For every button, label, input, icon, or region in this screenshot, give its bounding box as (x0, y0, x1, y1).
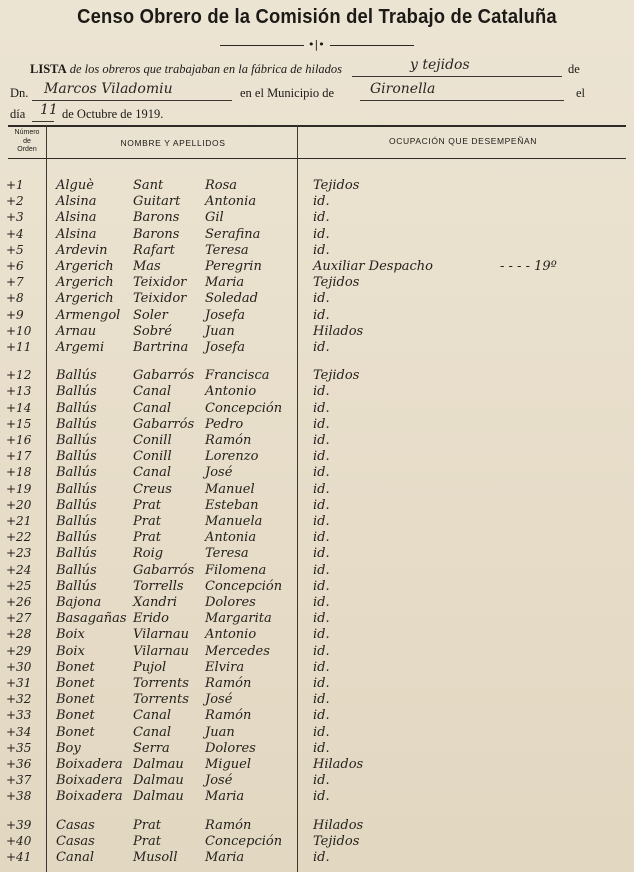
occupation: id. (313, 210, 330, 226)
first-surname: Bajona (56, 595, 102, 610)
order-number: +11 (6, 340, 32, 354)
order-number: +7 (6, 275, 24, 290)
order-number: +27 (6, 611, 32, 626)
second-surname: Canal (133, 465, 171, 481)
occupation: id. (313, 400, 330, 416)
occupation: Tejidos (313, 833, 360, 849)
first-surname: Bonet (56, 724, 95, 740)
occupation: id. (313, 340, 330, 355)
ornament-line-right (330, 45, 414, 46)
first-surname: Ballús (56, 400, 97, 416)
num-column-header (10, 129, 44, 155)
given-name: Soledad (205, 291, 258, 307)
date-text: de Octubre de 1919. (62, 107, 164, 121)
occupation-column-header: OCUPACIÓN QUE DESEMPEÑAN (389, 136, 537, 146)
occupation: Hilados (313, 323, 364, 339)
given-name: Juan (205, 724, 235, 740)
occupation: id. (313, 384, 330, 400)
second-surname: Mas (133, 259, 161, 274)
first-surname: Ballús (56, 546, 97, 562)
second-surname: Pujol (133, 659, 167, 675)
first-surname: Ballús (56, 449, 97, 465)
order-number: +13 (6, 384, 32, 399)
first-surname: Argerich (56, 275, 114, 291)
num-header-line-2: de (23, 137, 31, 145)
first-surname: Ballús (56, 562, 97, 578)
first-surname: Boix (56, 643, 85, 659)
second-surname: Prat (133, 497, 161, 513)
first-surname: Ballús (56, 481, 97, 497)
occupation: id. (313, 676, 330, 691)
first-surname: Boixadera (56, 773, 123, 789)
order-number: +22 (6, 530, 32, 545)
order-number: +28 (6, 627, 32, 642)
order-number: +38 (6, 789, 32, 804)
order-number: +35 (6, 740, 32, 755)
occupation: id. (313, 497, 330, 513)
second-surname: Canal (133, 400, 171, 416)
occupation: id. (313, 659, 330, 675)
second-surname: Conill (133, 433, 172, 448)
lista-label: LISTA (30, 62, 67, 76)
header-bottom-rule (8, 158, 626, 159)
dia-handwritten: 11 (40, 102, 58, 118)
order-number: +32 (6, 692, 32, 707)
first-surname: Bonet (56, 659, 95, 675)
second-surname: Bartrina (133, 340, 189, 355)
owner-handwritten: Marcos Viladomiu (44, 81, 173, 97)
first-surname: Ballús (56, 578, 97, 594)
municipio-text: en el Municipio de (240, 86, 335, 100)
occupation: id. (313, 242, 330, 258)
occupation: id. (313, 530, 330, 546)
second-surname: Prat (133, 530, 161, 546)
first-surname: Boix (56, 627, 85, 643)
occupation: id. (313, 449, 330, 465)
num-header-line-1: Número (14, 129, 40, 136)
occupation: Tejidos (313, 178, 360, 193)
second-surname: Serra (133, 740, 170, 756)
given-name: Josefa (205, 340, 245, 355)
page-title: Censo Obrero de la Comisión del Trabajo de Cataluña (77, 6, 557, 28)
order-number: +19 (6, 481, 32, 496)
order-number: +17 (6, 449, 32, 464)
occupation: id. (313, 291, 330, 307)
occupation: id. (313, 708, 330, 724)
occupation: id. (313, 627, 330, 643)
second-surname: Gabarrós (133, 416, 195, 432)
first-surname: Armengol (56, 307, 121, 323)
occupation: id. (313, 194, 330, 210)
lista-text: de los obreros que trabajaban en la fábrica de hilados (69, 62, 343, 76)
order-number: +34 (6, 724, 32, 739)
second-surname: Dalmau (133, 789, 184, 805)
occupation-note: - - - - 19º (500, 259, 557, 274)
given-name: José (205, 465, 233, 481)
occupation: Hilados (313, 817, 364, 833)
given-name: Antonia (205, 530, 257, 546)
first-surname: Basagañas (56, 611, 127, 627)
first-surname: Boy (56, 740, 81, 756)
second-surname: Xandri (133, 595, 178, 610)
second-surname: Gabarrós (133, 368, 195, 384)
second-surname: Torrents (133, 692, 189, 708)
first-surname: Ballús (56, 514, 97, 529)
order-number: +37 (6, 773, 32, 788)
second-surname: Canal (133, 724, 171, 740)
first-surname: Ballús (56, 368, 97, 384)
occupation: id. (313, 773, 330, 789)
given-name: Lorenzo (205, 449, 259, 465)
second-surname: Sant (133, 178, 164, 193)
owner-prefix: Dn. (10, 86, 29, 100)
second-surname: Torrells (133, 578, 184, 594)
second-surname: Prat (133, 514, 161, 529)
given-name: Teresa (205, 242, 249, 258)
given-name: Mercedes (205, 643, 270, 659)
order-number: +12 (6, 368, 32, 383)
given-name: Peregrin (205, 259, 262, 274)
de-label-1: de (568, 62, 580, 76)
order-number: +8 (6, 291, 24, 306)
second-surname: Soler (133, 307, 168, 323)
order-number: +29 (6, 643, 32, 658)
first-surname: Ballús (56, 530, 97, 546)
second-surname: Creus (133, 481, 172, 497)
ornament-line-left (220, 45, 304, 46)
order-number: +2 (6, 194, 24, 209)
ornament-center: •|• (308, 38, 325, 51)
second-surname: Musoll (133, 850, 178, 865)
order-number: +5 (6, 242, 24, 257)
table-row (0, 340, 634, 358)
first-surname: Casas (56, 833, 95, 849)
owner-underline (32, 100, 232, 101)
order-number: +23 (6, 546, 32, 561)
first-surname: Boixadera (56, 789, 123, 805)
given-name: Ramón (205, 676, 252, 691)
order-number: +3 (6, 210, 24, 225)
dia-label: día (10, 107, 26, 121)
second-surname: Torrents (133, 676, 189, 691)
second-surname: Vilarnau (133, 627, 189, 643)
first-surname: Ballús (56, 384, 97, 400)
order-number: +9 (6, 307, 24, 322)
given-name: Antonio (205, 627, 257, 643)
second-surname: Canal (133, 384, 171, 400)
second-surname: Dalmau (133, 773, 184, 789)
order-number: +33 (6, 708, 32, 723)
first-surname: Bonet (56, 676, 95, 691)
given-name: Francisca (205, 368, 270, 384)
occupation: Tejidos (313, 275, 360, 291)
order-number: +18 (6, 465, 32, 480)
first-surname: Bonet (56, 692, 95, 708)
given-name: Maria (205, 850, 245, 865)
second-surname: Prat (133, 817, 161, 833)
order-number: +26 (6, 595, 32, 609)
given-name: Maria (205, 789, 245, 805)
given-name: Concepción (205, 578, 283, 594)
occupation: id. (313, 514, 330, 529)
second-surname: Rafart (133, 242, 175, 258)
order-number: +21 (6, 514, 32, 528)
order-number: +1 (6, 178, 24, 192)
occupation: Hilados (313, 757, 364, 772)
occupation: id. (313, 740, 330, 756)
second-surname: Roig (133, 546, 164, 562)
order-number: +16 (6, 433, 32, 447)
first-surname: Boixadera (56, 757, 123, 772)
municipio-handwritten: Gironella (370, 81, 436, 97)
first-surname: Ballús (56, 497, 97, 513)
first-surname: Ballús (56, 465, 97, 481)
first-surname: Alsina (56, 226, 97, 242)
given-name: Manuel (205, 481, 255, 497)
first-surname: Argerich (56, 291, 114, 307)
fabric-type-handwritten: y tejidos (410, 57, 470, 73)
fabric-underline (352, 76, 562, 77)
title-ornament (220, 38, 414, 51)
table-row (0, 850, 634, 868)
occupation: id. (313, 578, 330, 594)
occupation: id. (313, 465, 330, 481)
second-surname: Vilarnau (133, 643, 189, 659)
table-row (0, 789, 634, 807)
given-name: Concepción (205, 833, 283, 849)
given-name: Esteban (205, 497, 259, 513)
second-surname: Barons (133, 210, 180, 226)
occupation: id. (313, 481, 330, 497)
first-surname: Argemi (56, 340, 105, 355)
first-surname: Canal (56, 850, 94, 865)
occupation: id. (313, 850, 330, 865)
first-surname: Alguè (56, 178, 94, 193)
given-name: José (205, 773, 233, 789)
given-name: Ramón (205, 433, 252, 448)
given-name: Antonia (205, 194, 257, 210)
occupation: id. (313, 611, 330, 627)
occupation: id. (313, 433, 330, 448)
occupation: id. (313, 595, 330, 610)
occupation: Auxiliar Despacho (313, 259, 434, 274)
given-name: Teresa (205, 546, 249, 562)
given-name: Pedro (205, 416, 244, 432)
order-number: +10 (6, 323, 32, 338)
given-name: Margarita (205, 611, 272, 627)
order-number: +4 (6, 226, 24, 241)
order-number: +40 (6, 833, 32, 848)
given-name: Filomena (205, 562, 267, 578)
el-label: el (576, 86, 586, 100)
order-number: +24 (6, 562, 32, 577)
given-name: Concepción (205, 400, 283, 416)
first-surname: Ballús (56, 416, 97, 432)
occupation: id. (313, 226, 330, 242)
occupation: id. (313, 546, 330, 562)
given-name: Dolores (205, 595, 256, 610)
given-name: Maria (205, 275, 245, 291)
occupation: Tejidos (313, 368, 360, 384)
order-number: +15 (6, 416, 32, 431)
order-number: +6 (6, 259, 24, 273)
second-surname: Teixidor (133, 291, 187, 307)
occupation: id. (313, 416, 330, 432)
municipio-underline (360, 100, 564, 101)
first-surname: Alsina (56, 194, 97, 210)
given-name: Serafina (205, 226, 261, 242)
num-header-line-3: Orden (17, 146, 37, 153)
occupation: id. (313, 643, 330, 659)
occupation: id. (313, 789, 330, 805)
given-name: Ramón (205, 817, 252, 833)
intro-line-1 (30, 62, 342, 77)
occupation: id. (313, 307, 330, 323)
order-number: +14 (6, 400, 32, 415)
given-name: Ramón (205, 708, 252, 724)
first-surname: Casas (56, 817, 95, 833)
second-surname: Dalmau (133, 757, 184, 772)
order-number: +30 (6, 659, 32, 674)
first-surname: Ardevin (56, 242, 108, 258)
second-surname: Barons (133, 226, 180, 242)
given-name: Miguel (205, 757, 252, 772)
second-surname: Conill (133, 449, 172, 465)
order-number: +39 (6, 817, 32, 832)
given-name: Josefa (205, 307, 245, 323)
order-number: +25 (6, 578, 32, 593)
first-surname: Argerich (56, 259, 114, 274)
given-name: Gil (205, 210, 224, 226)
given-name: Manuela (205, 514, 263, 529)
given-name: José (205, 692, 233, 708)
order-number: +31 (6, 676, 32, 690)
second-surname: Guitart (133, 194, 181, 210)
given-name: Elvira (205, 659, 245, 675)
second-surname: Teixidor (133, 275, 187, 291)
given-name: Juan (205, 323, 235, 339)
dia-underline (32, 121, 54, 122)
second-surname: Erido (133, 611, 170, 627)
second-surname: Canal (133, 708, 171, 724)
first-surname: Bonet (56, 708, 95, 724)
order-number: +36 (6, 757, 32, 771)
second-surname: Sobré (133, 323, 172, 339)
second-surname: Gabarrós (133, 562, 195, 578)
first-surname: Alsina (56, 210, 97, 226)
table-top-rule (8, 125, 626, 127)
given-name: Dolores (205, 740, 256, 756)
second-surname: Prat (133, 833, 161, 849)
occupation: id. (313, 692, 330, 708)
first-surname: Ballús (56, 433, 97, 448)
given-name: Rosa (205, 178, 238, 193)
names-column-header: NOMBRE Y APELLIDOS (120, 138, 226, 148)
given-name: Antonio (205, 384, 257, 400)
occupation: id. (313, 724, 330, 740)
order-number: +20 (6, 497, 32, 512)
order-number: +41 (6, 850, 32, 864)
first-surname: Arnau (56, 323, 97, 339)
occupation: id. (313, 562, 330, 578)
